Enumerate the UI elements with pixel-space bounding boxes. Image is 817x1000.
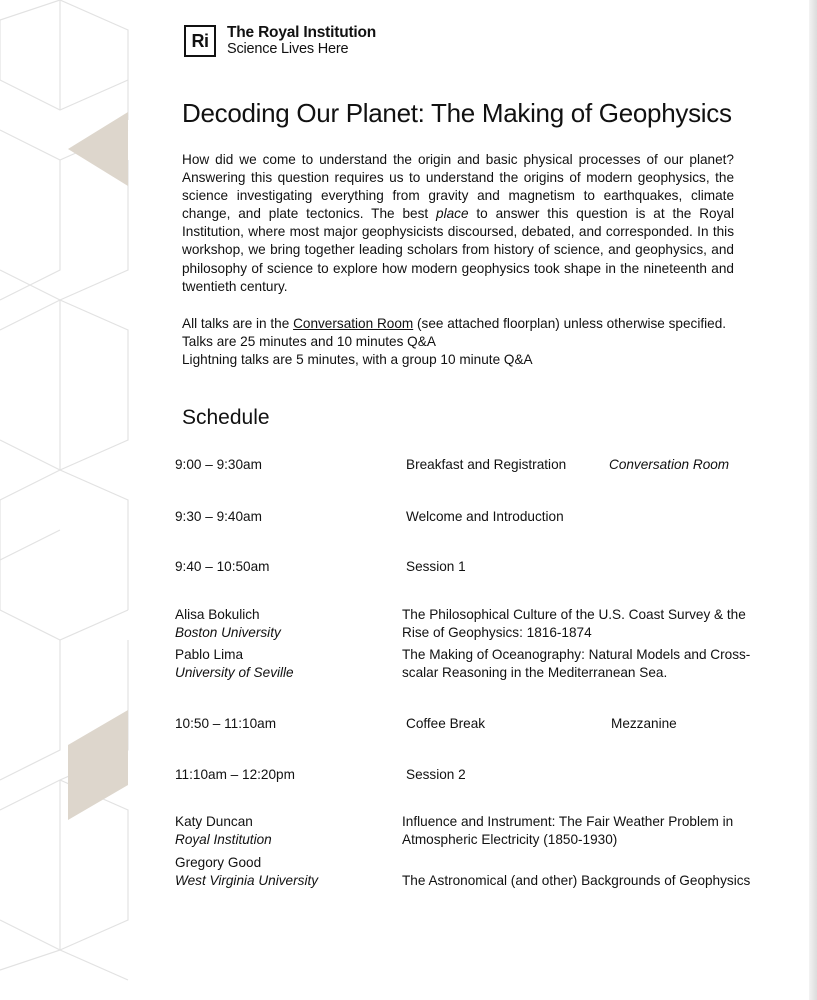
speaker-name: Katy Duncan xyxy=(175,814,253,829)
speaker-affiliation: University of Seville xyxy=(175,665,294,680)
talk-title: Influence and Instrument: The Fair Weather Problem in Atmospheric Electricity (1850-1930) xyxy=(402,814,734,847)
accent-parallelogram-bottom xyxy=(68,710,128,820)
rooms-note-suffix: (see attached floorplan) unless otherwise specified. xyxy=(413,316,727,331)
intro-text-2: to answer this question is at the Royal Institution, where most major geophysicists discoursed, debated, and corresponded. In this workshop, we bring together leading scholars from history of science, and geophysics, and philosophy of science to explore how modern geophysics took shape in the nineteenth and twentieth century. xyxy=(182,206,734,294)
org-name: The Royal Institution xyxy=(227,24,377,41)
page-title: Decoding Our Planet: The Making of Geophysics xyxy=(182,98,732,128)
speaker-name: Pablo Lima xyxy=(175,647,244,662)
speaker-affiliation: Royal Institution xyxy=(175,832,272,847)
page-edge-shadow xyxy=(809,0,817,1000)
event-session-1: Session 1 xyxy=(406,559,466,574)
intro-place-emphasis: place xyxy=(436,206,469,222)
time-session-1: 9:40 – 10:50am xyxy=(175,559,270,574)
time-coffee: 10:50 – 11:10am xyxy=(175,716,277,731)
speaker-name: Alisa Bokulich xyxy=(175,607,260,622)
talk-title: The Making of Oceanography: Natural Models and Cross-scalar Reasoning in the Mediterranean Sea. xyxy=(402,647,751,680)
speaker-affiliation: West Virginia University xyxy=(175,873,319,888)
rooms-note xyxy=(182,315,734,333)
time-breakfast: 9:00 – 9:30am xyxy=(175,457,262,472)
decorative-geometric-pattern xyxy=(0,0,140,1000)
schedule-heading: Schedule xyxy=(182,406,270,429)
talk-length-note: Talks are 25 minutes and 10 minutes Q&A xyxy=(182,334,436,350)
event-coffee: Coffee Break xyxy=(406,716,486,731)
room-coffee: Mezzanine xyxy=(611,716,677,731)
conversation-room-link[interactable]: Conversation Room xyxy=(293,316,414,331)
tagline: Science Lives Here xyxy=(227,41,349,57)
talk-title: The Astronomical (and other) Backgrounds of Geophysics xyxy=(402,873,751,888)
talk-title: The Philosophical Culture of the U.S. Coast Survey & the Rise of Geophysics: 1816-1874 xyxy=(402,607,746,640)
event-welcome: Welcome and Introduction xyxy=(406,509,564,524)
time-welcome: 9:30 – 9:40am xyxy=(175,509,262,524)
lightning-note: Lightning talks are 5 minutes, with a group 10 minute Q&A xyxy=(182,352,533,368)
rooms-note-prefix: All talks are in the xyxy=(182,316,294,331)
logo-text xyxy=(227,24,376,58)
intro-paragraph xyxy=(182,151,734,296)
time-session-2: 11:10am – 12:20pm xyxy=(175,767,295,782)
intro-text-1: How did we come to understand the origin and basic physical processes of our planet? Answering this question requires us to understand the origins of modern geophysics, the science investigating everything from gravity and magnetism to earthquakes, climate change, and plate tectonics. The best xyxy=(182,152,734,222)
event-session-2: Session 2 xyxy=(406,767,466,782)
logistics-notes xyxy=(182,315,734,370)
event-breakfast: Breakfast and Registration xyxy=(406,457,567,472)
room-breakfast: Conversation Room xyxy=(609,457,730,472)
speaker-affiliation: Boston University xyxy=(175,625,281,640)
accent-triangle-top xyxy=(68,112,128,186)
ri-logo-mark: Ri xyxy=(184,25,216,57)
speaker-name: Gregory Good xyxy=(175,855,262,870)
